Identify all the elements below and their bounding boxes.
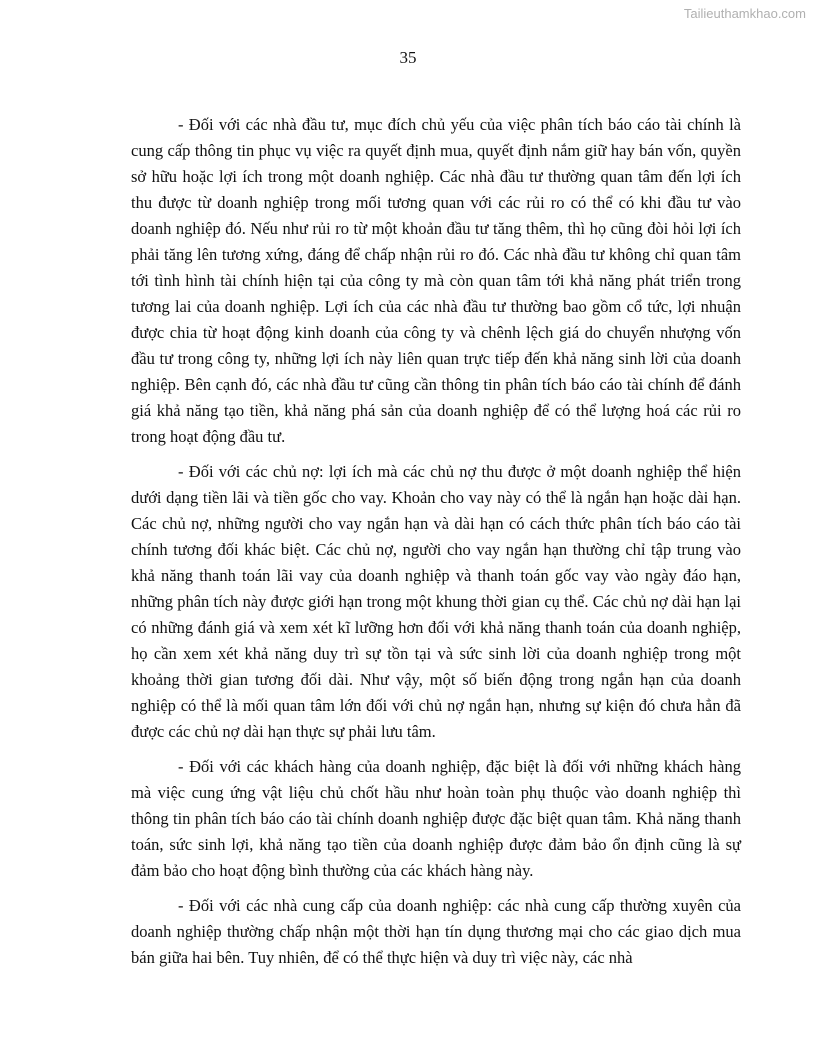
paragraph-suppliers: - Đối với các nhà cung cấp của doanh nghiệp: các nhà cung cấp thường xuyên của doanh nghiệp thường chấp nhận một thời hạn tín dụng thương mại cho các giao dịch mua bán giữa hai bên. Tuy nhiên, để có thể thực hiện và duy trì việc này, các nhà <box>131 896 741 967</box>
watermark-text: Tailieuthamkhao.com <box>683 6 806 21</box>
page-number: 35 <box>399 48 417 67</box>
paragraph-customers: - Đối với các khách hàng của doanh nghiệp, đặc biệt là đối với những khách hàng mà việc cung ứng vật liệu chủ chốt hầu như hoàn toàn phụ thuộc vào doanh nghiệp thì thông tin phân tích báo cáo tài chính doanh nghiệp được đặc biệt quan tâm. Khả năng thanh toán, sức sinh lợi, khả năng tạo tiền của doanh nghiệp được đảm bảo ổn định cũng là sự đảm bảo cho hoạt động bình thường của các khách hàng này. <box>131 757 741 880</box>
paragraph-creditors: - Đối với các chủ nợ: lợi ích mà các chủ nợ thu được ở một doanh nghiệp thể hiện dưới dạng tiền lãi và tiền gốc cho vay. Khoản cho vay này có thể là ngắn hạn hoặc dài hạn. Các chủ nợ, những người cho vay ngắn hạn và dài hạn có cách thức phân tích báo cáo tài chính tương đối khác biệt. Các chủ nợ, người cho vay ngắn hạn thường chỉ tập trung vào khả năng thanh toán lãi vay của doanh nghiệp và thanh toán gốc vay vào ngày đáo hạn, những phân tích này được giới hạn trong một khung thời gian cụ thể. Các chủ nợ dài hạn lại có những đánh giá và xem xét kĩ lưỡng hơn đối với khả năng thanh toán của doanh nghiệp, họ cần xem xét khả năng duy trì sự tồn tại và sức sinh lời của doanh nghiệp trong một khoảng thời gian tương đối dài. Như vậy, một số biến động trong ngắn hạn của doanh nghiệp có thể là mối quan tâm lớn đối với chủ nợ ngắn hạn, nhưng sự kiện đó chưa hẳn đã được các chủ nợ dài hạn thực sự phải lưu tâm. <box>131 462 741 741</box>
document-body <box>131 112 741 980</box>
paragraph-investors: - Đối với các nhà đầu tư, mục đích chủ yếu của việc phân tích báo cáo tài chính là cung cấp thông tin phục vụ việc ra quyết định mua, quyết định nắm giữ hay bán vốn, quyền sở hữu hoặc lợi ích trong một doanh nghiệp. Các nhà đầu tư thường quan tâm đến lợi ích thu được từ doanh nghiệp trong mối tương quan với các rủi ro có thể có khi đầu tư vào doanh nghiệp đó. Nếu như rủi ro từ một khoản đầu tư tăng thêm, thì họ cũng đòi hỏi lợi ích phải tăng lên tương xứng, đáng để chấp nhận rủi ro đó. Các nhà đầu tư không chỉ quan tâm tới tình hình tài chính hiện tại của công ty mà còn quan tâm tới khả năng phát triển trong tương lai của doanh nghiệp. Lợi ích của các nhà đầu tư thường bao gồm cổ tức, lợi nhuận được chia từ hoạt động kinh doanh của công ty và chênh lệch giá do chuyển nhượng vốn đầu tư trong công ty, những lợi ích này liên quan trực tiếp đến khả năng sinh lời của doanh nghiệp. Bên cạnh đó, các nhà đầu tư cũng cần thông tin phân tích báo cáo tài chính để đánh giá khả năng tạo tiền, khả năng phá sản của doanh nghiệp để có thể lượng hoá các rủi ro trong hoạt động đầu tư. <box>131 115 741 446</box>
